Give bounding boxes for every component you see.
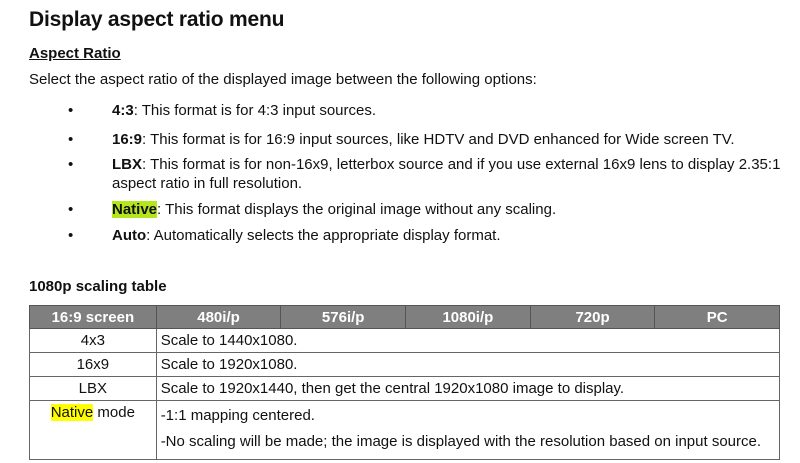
table-header-row bbox=[30, 306, 780, 329]
column-header: 16:9 screen bbox=[30, 306, 157, 329]
bullet-dot: • bbox=[68, 156, 74, 173]
table-row bbox=[30, 353, 780, 377]
native-label-rest: mode bbox=[93, 404, 135, 421]
row-description bbox=[156, 401, 779, 460]
native-desc-line-1: -1:1 mapping centered. bbox=[160, 407, 315, 424]
column-header: 480i/p bbox=[156, 306, 281, 329]
section-heading: Aspect Ratio bbox=[29, 45, 121, 62]
native-highlight: Native bbox=[50, 404, 94, 421]
native-desc-line-2: -No scaling will be made; the image is displayed with the resolution based on input source. bbox=[160, 433, 762, 450]
bullet-desc: : Automatically selects the appropriate display format. bbox=[146, 227, 501, 244]
bullet-dot: • bbox=[68, 102, 74, 119]
bullet-desc: : This format is for 16:9 input sources, like HDTV and DVD enhanced for Wide screen TV. bbox=[142, 131, 735, 148]
section-intro: Select the aspect ratio of the displayed image between the following options: bbox=[29, 71, 537, 88]
bullet-dot: • bbox=[68, 227, 74, 244]
bullet-term: Auto bbox=[112, 227, 147, 244]
bullet-term: 4:3 bbox=[112, 102, 134, 119]
row-label bbox=[30, 401, 157, 460]
row-description: Scale to 1920x1080. bbox=[156, 353, 779, 377]
column-header: 720p bbox=[530, 306, 655, 329]
bullet-desc: : This format displays the original image without any scaling. bbox=[157, 201, 557, 218]
table-row bbox=[30, 377, 780, 401]
bullet-term: 16:9 bbox=[112, 131, 143, 148]
row-label: 4x3 bbox=[30, 329, 157, 353]
row-description: Scale to 1920x1440, then get the central 1920x1080 image to display. bbox=[156, 377, 779, 401]
column-header: 576i/p bbox=[281, 306, 406, 329]
bullet-dot: • bbox=[68, 131, 74, 148]
bullet-desc: : This format is for non-16x9, letterbox source and if you use external 16x9 lens to display 2.35:1 aspect ratio in full resolution. bbox=[112, 156, 781, 192]
bullet-term: LBX bbox=[112, 156, 142, 173]
table-row bbox=[30, 401, 780, 460]
scaling-table bbox=[29, 305, 780, 460]
bullet-desc: : This format is for 4:3 input sources. bbox=[133, 102, 377, 119]
row-description: Scale to 1440x1080. bbox=[156, 329, 779, 353]
table-row bbox=[30, 329, 780, 353]
bullet-term: Native bbox=[112, 201, 158, 218]
bullet-dot: • bbox=[68, 201, 74, 218]
page-title: Display aspect ratio menu bbox=[29, 8, 285, 31]
table-title: 1080p scaling table bbox=[29, 278, 167, 295]
row-label: 16x9 bbox=[30, 353, 157, 377]
row-label: LBX bbox=[30, 377, 157, 401]
column-header: 1080i/p bbox=[406, 306, 531, 329]
column-header: PC bbox=[655, 306, 780, 329]
